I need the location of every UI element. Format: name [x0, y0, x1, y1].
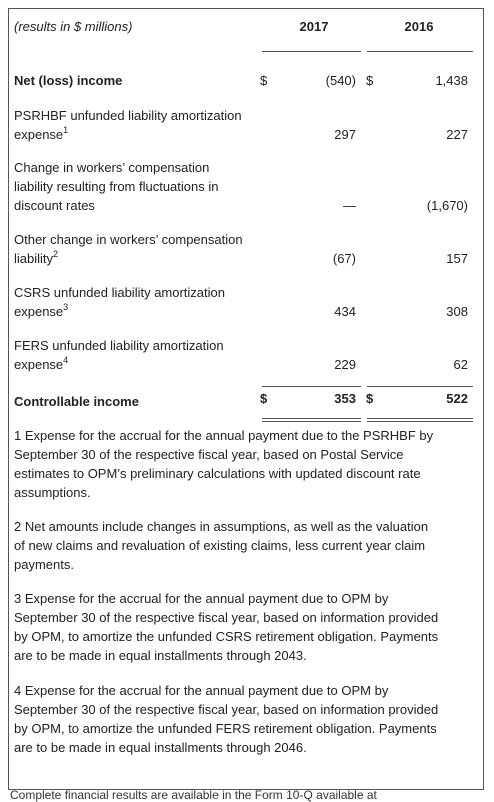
value-net-income-2017: (540) [325, 73, 356, 88]
value-net-income-2016: 1,438 [435, 73, 468, 88]
value-psrhbf-2016: 227 [446, 127, 468, 142]
row-label-psrhbf: PSRHBF unfunded liability amortization expense$^1$ [14, 108, 242, 142]
value-controllable-2016: 522 [446, 391, 468, 406]
value-workers-comp-other-2016: 157 [446, 251, 468, 266]
footnote-2: 2 Net amounts include changes in assumptions, as well as the valuation of new claims and revaluation of existing claims, less current year claim payments. [14, 519, 429, 572]
row-label-csrs: CSRS unfunded liability amortization expense$^3$ [14, 285, 225, 319]
value-workers-comp-discount-2016: (1,670) [426, 198, 468, 213]
value-csrs-2016: 308 [446, 304, 468, 319]
row-label-workers-comp-discount: Change in workers’ compensation liability resulting from fluctuations in discount rates [14, 160, 219, 213]
unit-note: (results in $ millions) [14, 19, 133, 34]
cut-off-text: Complete financial results are available in the Form 10-Q available at [10, 788, 377, 802]
value-controllable-2017: 353 [334, 391, 356, 406]
value-fers-2017: 229 [334, 357, 356, 372]
total-double-rule-2017 [262, 418, 361, 422]
value-fers-2016: 62 [453, 357, 468, 372]
footnote-4: 4 Expense for the accrual for the annual payment due to OPM by September 30 of the respective fiscal year, based on information provided by OPM, to amortize the unfunded FERS retirement obligation. Payments are to be made in equal installments through 2046. [14, 683, 439, 755]
currency-controllable-2017: $ [260, 391, 268, 406]
value-workers-comp-discount-2017: — [343, 198, 356, 213]
currency-2017: $ [260, 73, 268, 88]
subtotal-rule-2017 [262, 386, 361, 387]
subtotal-rule-2016 [367, 386, 473, 387]
row-label-fers: FERS unfunded liability amortization expense$^4$ [14, 338, 224, 372]
footnote-1: 1 Expense for the accrual for the annual payment due to the PSRHBF by September 30 of the respective fiscal year, based on Postal Service estimates to OPM’s preliminary calculations with updated discount rate assumptions. [14, 428, 434, 500]
header-rule-2017 [262, 51, 361, 52]
row-label-net-income: Net (loss) income [14, 73, 123, 88]
value-csrs-2017: 434 [334, 304, 356, 319]
total-double-rule-2016 [367, 418, 473, 422]
column-header-2016: 2016 [404, 19, 434, 34]
header-rule-2016 [367, 51, 473, 52]
value-workers-comp-other-2017: (67) [332, 251, 356, 266]
row-label-workers-comp-other: Other change in workers’ compensation liability$^2$ [14, 232, 243, 266]
currency-controllable-2016: $ [366, 391, 374, 406]
row-label-controllable-income: Controllable income [14, 394, 139, 409]
value-psrhbf-2017: 297 [334, 127, 356, 142]
column-header-2017: 2017 [299, 19, 329, 34]
footnote-3: 3 Expense for the accrual for the annual payment due to OPM by September 30 of the respective fiscal year, based on information provided by OPM, to amortize the unfunded CSRS retirement obligation. Payments are to be made in equal installments through 2043. [14, 591, 439, 663]
currency-2016: $ [366, 73, 374, 88]
